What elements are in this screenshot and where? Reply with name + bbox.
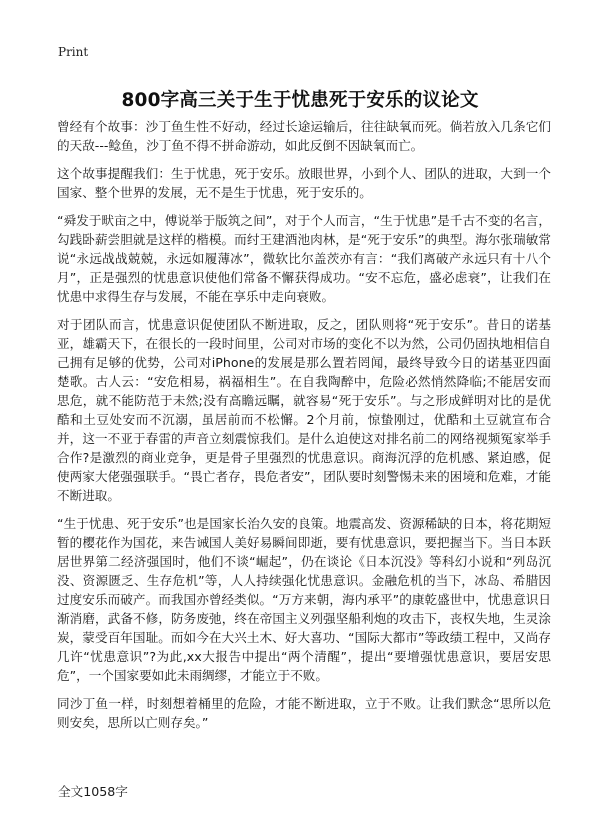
article-body [57,117,551,741]
paragraph-thesis: 这个故事提醒我们：生于忧患，死于安乐。放眼世界，小到个人、团队的进取，大到一个国家、整个世界的发展，无不是生于忧患，死于安乐的。 [57,166,551,200]
paragraph-conclusion: 同沙丁鱼一样，时刻想着桶里的危险，才能不断进取，立于不败。让我们默念“思所以危则安矣，思所以亡则存矣。” [57,696,551,730]
paragraph-individual: “舜发于畎亩之中，傅说举于版筑之间”，对于个人而言，“生于忧患”是千古不变的名言，勾践卧薪尝胆就是这样的楷模。而纣王建酒池肉林，是“死于安乐”的典型。海尔张瑞敏常说“永远战战兢兢，永远如履薄冰”，微软比尔盖茨亦有言：“我们离破产永远只有十八个月”，正是强烈的忧患意识使他们常备不懈获得成功。“安不忘危，盛必虑衰”，让我们在忧患中求得生存与发展，不能在享乐中走向衰败。 [57,213,551,304]
print-label: Print [58,45,89,59]
paragraph-nation: “生于忧患、死于安乐”也是国家长治久安的良策。地震高发、资源稀缺的日本，将花期短暂的樱花作为国花，来告诫国人美好易瞬间即逝，要有忧患意识，要把握当下。当日本跃居世界第二经济强国时，他们不谈“崛起”，仍在谈论《日本沉没》等科幻小说和“列岛沉没、资源匮乏、生存危机”等，人人持续强化忧患意识。金融危机的当下，冰岛、希腊因过度安乐而破产。而我国亦曾经类似。“万方来朝，海内承平”的康乾盛世中，忧患意识日渐消磨，武备不修，防务废弛，终在帝国主义列强坚船利炮的攻击下，丧权失地，生灵涂炭，蒙受百年国耻。而如今在大兴土木、好大喜功、“国际大都市”等政绩工程中，又尚存几许“忧患意识”?为此,xx大报告中提出“两个清醒”，提出“要增强忧患意识，要居安思危”，一个国家要如此未雨绸缪，才能立于不败。 [57,516,551,683]
paragraph-intro-story: 曾经有个故事：沙丁鱼生性不好动，经过长途运输后，往往缺氧而死。倘若放入几条它们的天敌---鲶鱼，沙丁鱼不得不拼命游动，如此反倒不因缺氧而亡。 [57,119,551,153]
paragraph-team: 对于团队而言，忧患意识促使团队不断进取，反之，团队则将“死于安乐”。昔日的诺基亚，雄霸天下，在很长的一段时间里，公司对市场的变化不以为然，公司仍固执地相信自己拥有足够的优势，公司对iPhone的发展是那么置若罔闻，最终导致今日的诺基亚四面楚歌。古人云：“安危相易，祸福相生”。在自我陶醉中，危险必然悄然降临;不能居安而思危，就不能防范于未然;没有高瞻远瞩，就容易“死于安乐”。与之形成鲜明对比的是优酷和土豆处安而不沉溺，虽居前而不松懈。2个月前，惊蛰刚过，优酷和土豆就宣布合并，这一不亚于春雷的声音立刻震惊我们。是什么迫使这对排名前二的网络视频冤家举手合作?是激烈的商业竞争，更是骨子里强烈的忧患意识。商海沉浮的危机感、紧迫感，促使两家大佬强强联手。“畏亡者存，畏危者安”，团队要时刻警惕未来的困境和危难，才能不断进取。 [57,317,551,503]
article-title: 800字高三关于生于忧患死于安乐的议论文 [121,90,479,111]
word-count: 全文1058字 [58,784,128,799]
